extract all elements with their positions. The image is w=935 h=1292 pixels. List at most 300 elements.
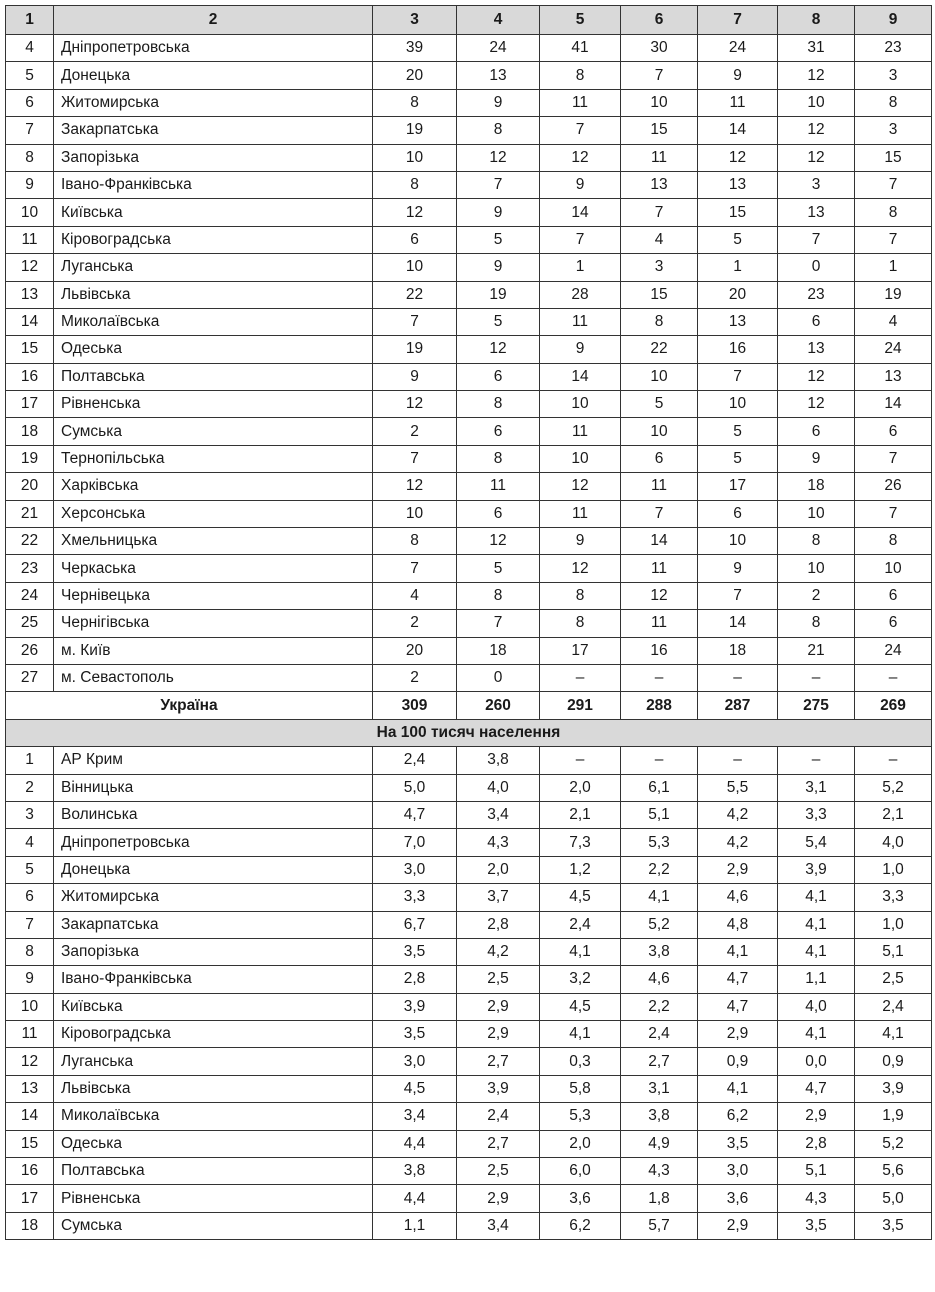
region-name: Тернопільська xyxy=(54,445,373,472)
value-cell: 8 xyxy=(540,582,621,609)
section-header-row xyxy=(6,719,932,746)
value-cell: 16 xyxy=(621,637,698,664)
value-cell: 2,4 xyxy=(373,747,457,774)
row-number: 13 xyxy=(6,1075,54,1102)
value-cell: 2 xyxy=(373,610,457,637)
table-row xyxy=(6,281,932,308)
value-cell: 8 xyxy=(540,62,621,89)
row-number: 26 xyxy=(6,637,54,664)
region-name: Луганська xyxy=(54,1048,373,1075)
column-header-5: 5 xyxy=(540,6,621,35)
value-cell: 12 xyxy=(778,117,855,144)
value-cell: 8 xyxy=(778,528,855,555)
value-cell: 2,1 xyxy=(540,801,621,828)
value-cell: 30 xyxy=(621,35,698,62)
value-cell: 3,8 xyxy=(621,1103,698,1130)
row-number: 1 xyxy=(6,747,54,774)
table-row xyxy=(6,911,932,938)
value-cell: 6 xyxy=(457,418,540,445)
value-cell: 7 xyxy=(373,308,457,335)
region-name: Чернігівська xyxy=(54,610,373,637)
row-number: 24 xyxy=(6,582,54,609)
value-cell: 12 xyxy=(621,582,698,609)
value-cell: 41 xyxy=(540,35,621,62)
table-row xyxy=(6,254,932,281)
value-cell: 3,5 xyxy=(373,938,457,965)
table-row xyxy=(6,856,932,883)
value-cell: 2,5 xyxy=(855,966,932,993)
column-header-6: 6 xyxy=(621,6,698,35)
region-name: Одеська xyxy=(54,1130,373,1157)
value-cell: 1 xyxy=(855,254,932,281)
value-cell: 10 xyxy=(778,555,855,582)
value-cell: 3,2 xyxy=(540,966,621,993)
row-number: 4 xyxy=(6,829,54,856)
value-cell: 2,0 xyxy=(540,774,621,801)
region-name: Дніпропетровська xyxy=(54,35,373,62)
table-row xyxy=(6,62,932,89)
value-cell: 3,9 xyxy=(457,1075,540,1102)
value-cell: 4,2 xyxy=(457,938,540,965)
total-label: Україна xyxy=(6,692,373,719)
value-cell: 7 xyxy=(373,445,457,472)
row-number: 19 xyxy=(6,445,54,472)
value-cell: 12 xyxy=(778,391,855,418)
value-cell: 9 xyxy=(540,336,621,363)
value-cell: 4,9 xyxy=(621,1130,698,1157)
column-header-2: 2 xyxy=(54,6,373,35)
value-cell: 8 xyxy=(855,89,932,116)
row-number: 16 xyxy=(6,363,54,390)
value-cell: 15 xyxy=(855,144,932,171)
value-cell: 7 xyxy=(698,363,778,390)
value-cell: 14 xyxy=(621,528,698,555)
row-number: 25 xyxy=(6,610,54,637)
column-header-3: 3 xyxy=(373,6,457,35)
value-cell: 19 xyxy=(855,281,932,308)
value-cell: 6 xyxy=(457,500,540,527)
value-cell: 7 xyxy=(698,582,778,609)
table-row xyxy=(6,363,932,390)
value-cell: 8 xyxy=(457,445,540,472)
row-number: 7 xyxy=(6,911,54,938)
row-number: 17 xyxy=(6,1185,54,1212)
value-cell: 23 xyxy=(778,281,855,308)
value-cell: 2,7 xyxy=(621,1048,698,1075)
value-cell: 3 xyxy=(621,254,698,281)
value-cell: 2,1 xyxy=(855,801,932,828)
value-cell: 5 xyxy=(698,226,778,253)
value-cell: 10 xyxy=(373,254,457,281)
region-name: Сумська xyxy=(54,1212,373,1239)
value-cell: 7,0 xyxy=(373,829,457,856)
value-cell: 10 xyxy=(621,89,698,116)
value-cell: 2,2 xyxy=(621,856,698,883)
table-row xyxy=(6,117,932,144)
value-cell: 6 xyxy=(855,582,932,609)
table-row xyxy=(6,418,932,445)
table-row xyxy=(6,664,932,691)
row-number: 15 xyxy=(6,336,54,363)
value-cell: 4,1 xyxy=(855,1021,932,1048)
table-row xyxy=(6,1021,932,1048)
region-name: Сумська xyxy=(54,418,373,445)
table-row xyxy=(6,144,932,171)
value-cell: 13 xyxy=(778,199,855,226)
value-cell: 14 xyxy=(855,391,932,418)
row-number: 12 xyxy=(6,254,54,281)
value-cell: 20 xyxy=(373,62,457,89)
region-name: Кіровоградська xyxy=(54,1021,373,1048)
region-name: Донецька xyxy=(54,62,373,89)
value-cell: 4,0 xyxy=(855,829,932,856)
value-cell: 10 xyxy=(373,500,457,527)
value-cell: 6,1 xyxy=(621,774,698,801)
region-name: АР Крим xyxy=(54,747,373,774)
value-cell: 8 xyxy=(373,528,457,555)
region-name: Одеська xyxy=(54,336,373,363)
value-cell: 2 xyxy=(373,664,457,691)
value-cell: 6,2 xyxy=(540,1212,621,1239)
table-row xyxy=(6,555,932,582)
value-cell: 6 xyxy=(621,445,698,472)
value-cell: 4 xyxy=(373,582,457,609)
header-row xyxy=(6,6,932,35)
value-cell: 7 xyxy=(457,171,540,198)
value-cell: 3,4 xyxy=(373,1103,457,1130)
value-cell: 1,0 xyxy=(855,911,932,938)
table-row xyxy=(6,801,932,828)
region-name: Запорізька xyxy=(54,144,373,171)
row-number: 6 xyxy=(6,884,54,911)
table-row xyxy=(6,528,932,555)
table-row xyxy=(6,171,932,198)
region-name: Закарпатська xyxy=(54,911,373,938)
value-cell: 5,3 xyxy=(540,1103,621,1130)
value-cell: 7 xyxy=(621,199,698,226)
value-cell: – xyxy=(698,664,778,691)
table-row xyxy=(6,1130,932,1157)
value-cell: 8 xyxy=(373,171,457,198)
value-cell: 11 xyxy=(457,473,540,500)
total-value-cell: 275 xyxy=(778,692,855,719)
value-cell: 31 xyxy=(778,35,855,62)
value-cell: 19 xyxy=(373,336,457,363)
value-cell: 3,5 xyxy=(778,1212,855,1239)
table-row xyxy=(6,938,932,965)
value-cell: 5,7 xyxy=(621,1212,698,1239)
table-body xyxy=(6,35,932,1240)
value-cell: 6 xyxy=(373,226,457,253)
value-cell: 7,3 xyxy=(540,829,621,856)
table-row xyxy=(6,1185,932,1212)
value-cell: 6,7 xyxy=(373,911,457,938)
value-cell: 11 xyxy=(540,500,621,527)
value-cell: 0,9 xyxy=(855,1048,932,1075)
value-cell: 5,0 xyxy=(373,774,457,801)
value-cell: 4,7 xyxy=(373,801,457,828)
table-row xyxy=(6,199,932,226)
table-row xyxy=(6,35,932,62)
table-row xyxy=(6,993,932,1020)
value-cell: 1,9 xyxy=(855,1103,932,1130)
row-number: 4 xyxy=(6,35,54,62)
value-cell: 8 xyxy=(373,89,457,116)
value-cell: 5,3 xyxy=(621,829,698,856)
value-cell: 5,8 xyxy=(540,1075,621,1102)
value-cell: 17 xyxy=(698,473,778,500)
value-cell: 18 xyxy=(778,473,855,500)
value-cell: 0,9 xyxy=(698,1048,778,1075)
row-number: 12 xyxy=(6,1048,54,1075)
table-row xyxy=(6,1158,932,1185)
region-name: Івано-Франківська xyxy=(54,171,373,198)
value-cell: 4 xyxy=(855,308,932,335)
value-cell: 19 xyxy=(373,117,457,144)
value-cell: 11 xyxy=(621,473,698,500)
value-cell: 2,8 xyxy=(778,1130,855,1157)
value-cell: 11 xyxy=(621,610,698,637)
row-number: 16 xyxy=(6,1158,54,1185)
row-number: 23 xyxy=(6,555,54,582)
value-cell: 17 xyxy=(540,637,621,664)
region-name: м. Київ xyxy=(54,637,373,664)
value-cell: 18 xyxy=(457,637,540,664)
column-header-4: 4 xyxy=(457,6,540,35)
value-cell: 12 xyxy=(457,528,540,555)
value-cell: 15 xyxy=(621,281,698,308)
region-name: Луганська xyxy=(54,254,373,281)
region-name: Харківська xyxy=(54,473,373,500)
value-cell: 3,3 xyxy=(855,884,932,911)
value-cell: 1 xyxy=(698,254,778,281)
region-name: Житомирська xyxy=(54,884,373,911)
value-cell: 3,6 xyxy=(540,1185,621,1212)
value-cell: 3,4 xyxy=(457,801,540,828)
value-cell: 2,0 xyxy=(540,1130,621,1157)
column-header-8: 8 xyxy=(778,6,855,35)
value-cell: 9 xyxy=(778,445,855,472)
value-cell: 0,0 xyxy=(778,1048,855,1075)
table-row xyxy=(6,391,932,418)
table-row xyxy=(6,445,932,472)
value-cell: 2,9 xyxy=(457,1021,540,1048)
value-cell: 10 xyxy=(373,144,457,171)
region-name: Полтавська xyxy=(54,1158,373,1185)
value-cell: 3 xyxy=(855,117,932,144)
value-cell: 4,3 xyxy=(778,1185,855,1212)
value-cell: 3,5 xyxy=(698,1130,778,1157)
value-cell: 7 xyxy=(457,610,540,637)
value-cell: 4,2 xyxy=(698,801,778,828)
value-cell: 13 xyxy=(778,336,855,363)
value-cell: 4,4 xyxy=(373,1185,457,1212)
value-cell: 2,7 xyxy=(457,1048,540,1075)
value-cell: 4 xyxy=(621,226,698,253)
value-cell: 7 xyxy=(540,117,621,144)
value-cell: 2,5 xyxy=(457,1158,540,1185)
value-cell: 2,7 xyxy=(457,1130,540,1157)
value-cell: 3,8 xyxy=(621,938,698,965)
value-cell: 13 xyxy=(621,171,698,198)
value-cell: 16 xyxy=(698,336,778,363)
region-name: Херсонська xyxy=(54,500,373,527)
row-number: 9 xyxy=(6,171,54,198)
value-cell: 4,6 xyxy=(698,884,778,911)
row-number: 17 xyxy=(6,391,54,418)
value-cell: 1,1 xyxy=(778,966,855,993)
table-row xyxy=(6,1048,932,1075)
value-cell: 8 xyxy=(540,610,621,637)
value-cell: 12 xyxy=(373,199,457,226)
value-cell: 7 xyxy=(855,500,932,527)
value-cell: 5,6 xyxy=(855,1158,932,1185)
value-cell: 5 xyxy=(457,226,540,253)
value-cell: 5,1 xyxy=(621,801,698,828)
value-cell: 7 xyxy=(621,500,698,527)
value-cell: 15 xyxy=(698,199,778,226)
total-row xyxy=(6,692,932,719)
value-cell: 5,2 xyxy=(855,1130,932,1157)
value-cell: 3,0 xyxy=(373,856,457,883)
row-number: 9 xyxy=(6,966,54,993)
value-cell: 1,2 xyxy=(540,856,621,883)
value-cell: 11 xyxy=(621,555,698,582)
value-cell: 4,4 xyxy=(373,1130,457,1157)
value-cell: 10 xyxy=(778,500,855,527)
value-cell: 3,3 xyxy=(778,801,855,828)
value-cell: 18 xyxy=(698,637,778,664)
value-cell: 6 xyxy=(457,363,540,390)
value-cell: 10 xyxy=(698,528,778,555)
value-cell: 15 xyxy=(621,117,698,144)
value-cell: 24 xyxy=(457,35,540,62)
value-cell: 8 xyxy=(457,391,540,418)
row-number: 22 xyxy=(6,528,54,555)
value-cell: 11 xyxy=(698,89,778,116)
value-cell: 2,9 xyxy=(778,1103,855,1130)
region-name: Донецька xyxy=(54,856,373,883)
value-cell: 12 xyxy=(540,144,621,171)
value-cell: 9 xyxy=(540,171,621,198)
value-cell: 3,5 xyxy=(855,1212,932,1239)
value-cell: 2 xyxy=(778,582,855,609)
row-number: 2 xyxy=(6,774,54,801)
value-cell: 13 xyxy=(698,308,778,335)
value-cell: 1,8 xyxy=(621,1185,698,1212)
total-value-cell: 291 xyxy=(540,692,621,719)
region-name: Київська xyxy=(54,993,373,1020)
value-cell: 9 xyxy=(698,62,778,89)
row-number: 14 xyxy=(6,1103,54,1130)
value-cell: 3 xyxy=(778,171,855,198)
value-cell: 8 xyxy=(457,582,540,609)
value-cell: 2,4 xyxy=(855,993,932,1020)
value-cell: 4,7 xyxy=(698,993,778,1020)
value-cell: 12 xyxy=(457,336,540,363)
value-cell: 4,1 xyxy=(778,884,855,911)
table-row xyxy=(6,1075,932,1102)
row-number: 10 xyxy=(6,993,54,1020)
region-name: Житомирська xyxy=(54,89,373,116)
value-cell: 1 xyxy=(540,254,621,281)
region-name: Рівненська xyxy=(54,1185,373,1212)
value-cell: 3,9 xyxy=(855,1075,932,1102)
region-name: Дніпропетровська xyxy=(54,829,373,856)
statistics-table xyxy=(5,5,932,1240)
region-name: Полтавська xyxy=(54,363,373,390)
value-cell: 7 xyxy=(855,445,932,472)
value-cell: 14 xyxy=(540,363,621,390)
value-cell: 5 xyxy=(698,445,778,472)
value-cell: 6 xyxy=(855,418,932,445)
value-cell: 2 xyxy=(373,418,457,445)
value-cell: 4,0 xyxy=(778,993,855,1020)
value-cell: 9 xyxy=(698,555,778,582)
value-cell: 4,6 xyxy=(621,966,698,993)
total-value-cell: 269 xyxy=(855,692,932,719)
row-number: 18 xyxy=(6,418,54,445)
row-number: 21 xyxy=(6,500,54,527)
value-cell: 6,0 xyxy=(540,1158,621,1185)
value-cell: 4,5 xyxy=(540,884,621,911)
row-number: 10 xyxy=(6,199,54,226)
value-cell: – xyxy=(778,747,855,774)
value-cell: 10 xyxy=(698,391,778,418)
value-cell: 12 xyxy=(373,473,457,500)
region-name: Миколаївська xyxy=(54,308,373,335)
row-number: 20 xyxy=(6,473,54,500)
value-cell: 3,1 xyxy=(778,774,855,801)
row-number: 14 xyxy=(6,308,54,335)
region-name: Запорізька xyxy=(54,938,373,965)
value-cell: 4,3 xyxy=(457,829,540,856)
value-cell: 4,7 xyxy=(778,1075,855,1102)
value-cell: 5 xyxy=(621,391,698,418)
value-cell: 6 xyxy=(698,500,778,527)
column-header-9: 9 xyxy=(855,6,932,35)
region-name: Львівська xyxy=(54,1075,373,1102)
value-cell: 3,7 xyxy=(457,884,540,911)
value-cell: 19 xyxy=(457,281,540,308)
value-cell: – xyxy=(855,664,932,691)
table-header xyxy=(6,6,932,35)
value-cell: 3,8 xyxy=(373,1158,457,1185)
row-number: 5 xyxy=(6,62,54,89)
value-cell: 3,5 xyxy=(373,1021,457,1048)
value-cell: 3,0 xyxy=(373,1048,457,1075)
value-cell: 8 xyxy=(855,199,932,226)
value-cell: 5 xyxy=(457,308,540,335)
value-cell: – xyxy=(621,747,698,774)
region-name: Львівська xyxy=(54,281,373,308)
value-cell: 5,5 xyxy=(698,774,778,801)
value-cell: 7 xyxy=(540,226,621,253)
region-name: м. Севастополь xyxy=(54,664,373,691)
value-cell: 4,1 xyxy=(778,911,855,938)
total-value-cell: 287 xyxy=(698,692,778,719)
row-number: 8 xyxy=(6,938,54,965)
value-cell: 0 xyxy=(778,254,855,281)
table-row xyxy=(6,582,932,609)
table-row xyxy=(6,966,932,993)
row-number: 27 xyxy=(6,664,54,691)
total-value-cell: 309 xyxy=(373,692,457,719)
value-cell: 4,8 xyxy=(698,911,778,938)
value-cell: 5,1 xyxy=(778,1158,855,1185)
region-name: Київська xyxy=(54,199,373,226)
value-cell: 9 xyxy=(457,254,540,281)
